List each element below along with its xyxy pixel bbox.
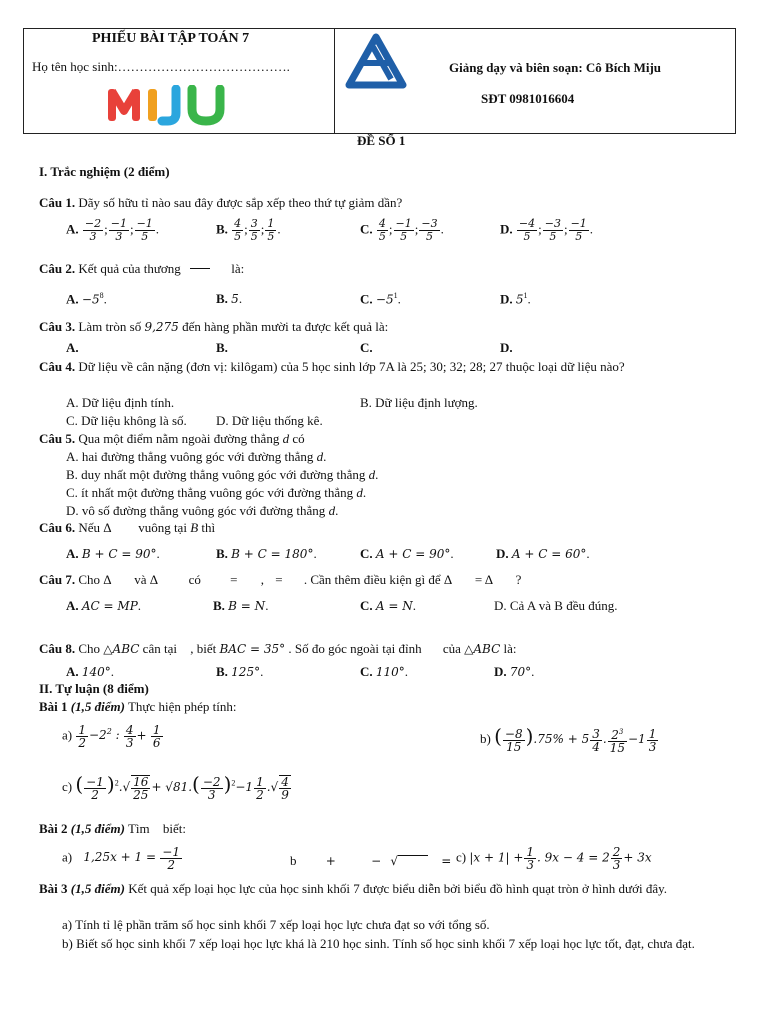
q6-prompt-b: vuông tại	[138, 520, 187, 535]
exam-title: ĐỀ SỐ 1	[357, 133, 406, 148]
b2-tail: biết:	[162, 821, 186, 836]
b2-text	[39, 821, 186, 837]
q2-label: Câu 2.	[39, 261, 76, 276]
q3-label: Câu 3.	[39, 319, 76, 334]
worksheet-title: PHIẾU BÀI TẬP TOÁN 7	[92, 31, 250, 46]
q5-c-var: d	[356, 485, 363, 500]
b2-points: (1,5 điểm)	[70, 821, 125, 836]
q3-prompt-b: đến hàng phần mười ta được kết quả là:	[182, 319, 389, 334]
q7-option-d: D. Cả A và B đều đúng.	[494, 598, 618, 613]
q1-text	[39, 195, 402, 211]
q7-prompt-d: . Cần thêm điều kiện gì để Δ	[303, 572, 452, 587]
q8-prompt-d: . Số đo góc ngoài tại đỉnh	[288, 641, 422, 656]
phone-number: SĐT 0981016604	[481, 91, 575, 106]
q5-c-text: C. ít nhất một đường thẳng vuông góc với đường thẳng	[66, 485, 354, 500]
q8-d-value: 70°	[509, 665, 532, 679]
q4-option-d: D. Dữ liệu thống kê.	[216, 413, 323, 428]
b1-a-label: a)	[62, 727, 73, 743]
q2-prompt: Kết quả của thương	[78, 261, 181, 276]
q7-text	[39, 572, 521, 588]
q5-text	[39, 431, 305, 447]
q6-prompt-a: Nếu Δ	[78, 520, 111, 535]
b2-label: Bài 2	[39, 821, 68, 836]
q8-option-b: B. 125°.	[216, 664, 264, 679]
q2-a-value: −5	[81, 292, 100, 307]
q1-d-label: D.	[500, 221, 513, 237]
q1-c-label: C.	[360, 221, 373, 237]
b1-text	[39, 699, 236, 715]
q3-option-c: C.	[360, 340, 373, 355]
q2-c-exp: 1	[393, 291, 398, 300]
q3-option-a: A.	[66, 340, 79, 355]
q7-prompt-c: có	[188, 572, 201, 587]
q7-eq3: = Δ	[474, 572, 493, 587]
q5-var: d	[282, 431, 290, 446]
q4-option-a: A. Dữ liệu định tính.	[66, 395, 175, 410]
q8-prompt-b: cân tại	[142, 641, 177, 656]
student-name-field: Họ tên học sinh:………………………………….	[32, 59, 290, 74]
part2-heading: II. Tự luận (8 điểm)	[39, 681, 149, 696]
b3-points: (1,5 điểm)	[70, 881, 125, 896]
b1-prompt: Thực hiện phép tính:	[127, 699, 237, 714]
q1-option-b: B. $\frac{4}{5}$ ; $\frac{3}{5}$ ; $\frac{1}{5}$ .	[216, 217, 281, 243]
q8-prompt-c: , biết	[190, 641, 217, 656]
q8-triangle-2: △ABC	[464, 642, 501, 656]
q7-comma: ,	[260, 572, 264, 587]
q6-option-b: B. B + C = 180°.	[216, 546, 317, 561]
miju-logo-mark	[106, 85, 238, 127]
q6-d-label: D.	[496, 546, 509, 561]
q6-prompt-c: thì	[201, 520, 216, 535]
q8-prompt-f: là:	[503, 641, 517, 656]
b2-c-label: c)	[456, 849, 467, 865]
q8-triangle: △ABC	[103, 642, 140, 656]
q2-a-exp: 8	[99, 291, 104, 300]
q5-option-d: D. vô số đường thẳng vuông góc với đường thẳng d.	[66, 503, 339, 518]
teacher-credit: Giảng dạy và biên soạn: Cô Bích Miju	[449, 60, 662, 75]
q7-question-mark: ?	[515, 572, 522, 587]
b3-text	[39, 881, 739, 897]
q7-b-label: B.	[213, 598, 225, 613]
q7-option-b: B. B = N.	[213, 598, 269, 613]
b1-part-c: c) ( $\frac{-1}{2}$ )$^2$.√ $\frac{16}{25}$ + √81.( $\frac{-2}{3}$ )$^2$−1 $\frac{1}{2}$ .√ $\frac{4}{9}$	[62, 772, 289, 803]
b2-b-label: b	[290, 853, 297, 868]
q8-option-c: C. 110°.	[360, 664, 409, 679]
q8-angle: BAC = 35°	[219, 642, 286, 656]
q8-prompt-e: của	[442, 641, 461, 656]
q7-eq1: =	[230, 572, 238, 587]
q1-b-label: B.	[216, 221, 228, 237]
header-box	[23, 28, 736, 134]
b2-part-a: a) 1,25x + 1 = $\frac{-1}{2}$	[62, 845, 180, 872]
q5-option-a: A. hai đường thẳng vuông góc với đường thẳng d.	[66, 449, 327, 464]
q4-prompt: Dữ liệu về cân nặng (đơn vị: kilôgam) của 5 học sinh lớp 7A là 25; 30; 32; 28; 27 thuộc loại dữ liệu nào?	[78, 359, 625, 374]
q8-d-label: D.	[494, 664, 507, 679]
q7-c-label: C.	[360, 598, 373, 613]
b2-part-b: b + − √ =	[290, 853, 452, 868]
q6-option-d: D. A + C = 60°.	[496, 546, 590, 561]
q4-label: Câu 4.	[39, 359, 76, 374]
q4-text	[39, 359, 629, 375]
b1-points: (1,5 điểm)	[70, 699, 125, 714]
q7-a-label: A.	[66, 598, 79, 613]
b3-prompt: Kết quả xếp loại học lực của học sinh khối 7 được biểu diễn bởi biểu đồ hình quạt tròn ở hình dưới đây.	[128, 881, 667, 896]
q8-option-d: D. 70°.	[494, 664, 535, 679]
q8-b-label: B.	[216, 664, 228, 679]
q8-prompt-a: Cho	[78, 641, 101, 656]
q1-label: Câu 1.	[39, 195, 76, 210]
q2-b-value: 5	[231, 292, 239, 306]
b2-a-label: a)	[62, 849, 73, 865]
q1-option-d: D. $\frac{-4}{5}$ ; $\frac{-3}{5}$ ; $\frac{-1}{5}$ .	[500, 217, 594, 243]
q2-b-label: B.	[216, 291, 228, 306]
q5-label: Câu 5.	[39, 431, 76, 446]
q6-b-value: B + C = 180°	[231, 547, 314, 561]
q2-option-b: B. 5.	[216, 291, 243, 306]
b1-part-b: b) ( $\frac{-8}{15}$ ).75% + 5 $\frac{3}{4}$ . $\frac{2^3}{15}$ −1 $\frac{1}{3}$	[480, 724, 657, 756]
q3-number: 9,275	[144, 320, 179, 334]
q2-option-a: A. $-5^8$.	[66, 291, 107, 307]
b3-item-b: b) Biết số học sinh khối 7 xếp loại học lực khá là 210 học sinh. Tính số học sinh khối 7 xếp loại học lực tốt, đạt, chưa đạt.	[62, 936, 695, 951]
q1-prompt: Dãy số hữu tỉ nào sau đây được sắp xếp theo thứ tự giảm dần?	[78, 195, 403, 210]
header-right	[335, 29, 735, 133]
q4-option-c: C. Dữ liệu không là số.	[66, 413, 187, 428]
q6-option-c: C. A + C = 90°.	[360, 546, 454, 561]
q3-text	[39, 319, 388, 335]
q7-option-c: C. A = N.	[360, 598, 416, 613]
q7-a-value: AC = MP	[81, 599, 138, 613]
q2-c-label: C.	[360, 291, 373, 307]
q7-label: Câu 7.	[39, 572, 76, 587]
q2-option-d: D. $5^1$.	[500, 291, 531, 307]
q3-prompt-a: Làm tròn số	[78, 319, 142, 334]
q5-b-text: B. duy nhất một đường thẳng vuông góc với đường thẳng	[66, 467, 366, 482]
q6-var: B	[190, 520, 199, 535]
b1-c-label: c)	[62, 779, 73, 794]
q1-a-label: A.	[66, 221, 79, 237]
triangle-logo-icon	[345, 33, 407, 93]
q2-fraction-bar	[190, 268, 210, 269]
q8-option-a: A. 140°.	[66, 664, 115, 679]
q6-a-label: A.	[66, 546, 79, 561]
b1-label: Bài 1	[39, 699, 68, 714]
q3-option-d: D.	[500, 340, 513, 355]
q2-a-label: A.	[66, 291, 79, 307]
q8-label: Câu 8.	[39, 641, 76, 656]
q7-b-value: B = N	[228, 599, 266, 613]
q8-b-value: 125°	[231, 665, 261, 679]
b2-prompt: Tìm	[127, 821, 150, 836]
q8-c-value: 110°	[375, 665, 405, 679]
q5-b-var: d	[368, 467, 376, 482]
q8-a-label: A.	[66, 664, 79, 679]
q6-c-label: C.	[360, 546, 373, 561]
q8-text	[39, 641, 517, 657]
b1-b-label: b)	[480, 731, 491, 746]
part1-heading: I. Trắc nghiệm (2 điểm)	[39, 164, 170, 179]
q2-tail: là:	[231, 261, 245, 276]
q2-text	[39, 261, 244, 277]
q2-option-c: C. $-5^1$.	[360, 291, 401, 307]
q6-text	[39, 520, 215, 536]
q8-c-label: C.	[360, 664, 373, 679]
q6-c-value: A + C = 90°	[375, 547, 451, 561]
q2-d-value: 5	[515, 292, 524, 307]
header-left	[24, 29, 335, 133]
q5-option-c: C. ít nhất một đường thẳng vuông góc với đường thẳng d.	[66, 485, 367, 500]
q6-a-value: B + C = 90°	[81, 547, 157, 561]
q7-eq2: =	[275, 572, 283, 587]
b3-label: Bài 3	[39, 881, 68, 896]
q6-label: Câu 6.	[39, 520, 76, 535]
q1-option-a: A. $\frac{-2}{3}$ ; $\frac{-1}{3}$ ; $\frac{-1}{5}$ .	[66, 217, 160, 243]
b1-part-a: a) $\frac{1}{2}$ $-2^2$ : $\frac{4}{3}$ + $\frac{1}{6}$	[62, 723, 161, 750]
q5-option-b: B. duy nhất một đường thẳng vuông góc với đường thẳng d.	[66, 467, 379, 482]
q5-prompt: Qua một điểm nằm ngoài đường thẳng	[78, 431, 280, 446]
b2-a-value: 1,25x + 1 =	[83, 850, 157, 865]
q7-prompt-a: Cho Δ	[78, 572, 111, 587]
q7-c-value: A = N	[375, 599, 413, 613]
q2-c-value: −5	[375, 292, 394, 307]
q3-option-b: B.	[216, 340, 228, 355]
q6-d-value: A + C = 60°	[511, 547, 587, 561]
q6-option-a: A. B + C = 90°.	[66, 546, 160, 561]
q2-d-exp: 1	[523, 291, 528, 300]
q4-option-b: B. Dữ liệu định lượng.	[360, 395, 478, 410]
miju-logo	[106, 85, 238, 129]
q5-a-var: d	[316, 449, 324, 464]
b3-item-a: a) Tính tỉ lệ phần trăm số học sinh khối 7 xếp loại học lực chưa đạt so với tổng số.	[62, 917, 490, 932]
q6-b-label: B.	[216, 546, 228, 561]
b2-part-c: c) |x + 1| + $\frac{1}{3}$ . 9x − 4 = 2 $\frac{2}{3}$ + 3x	[456, 845, 652, 872]
q5-d-var: d	[328, 503, 336, 518]
q5-d-text: D. vô số đường thẳng vuông góc với đường thẳng	[66, 503, 326, 518]
q7-prompt-b: và Δ	[134, 572, 158, 587]
q7-option-a: A. AC = MP.	[66, 598, 142, 613]
q8-a-value: 140°	[81, 665, 111, 679]
q5-tail: có	[292, 431, 305, 446]
q1-option-c: C. $\frac{4}{5}$ ; $\frac{-1}{5}$ ; $\frac{-3}{5}$ .	[360, 217, 444, 243]
q2-d-label: D.	[500, 291, 513, 307]
q5-a-text: A. hai đường thẳng vuông góc với đường thẳng	[66, 449, 314, 464]
